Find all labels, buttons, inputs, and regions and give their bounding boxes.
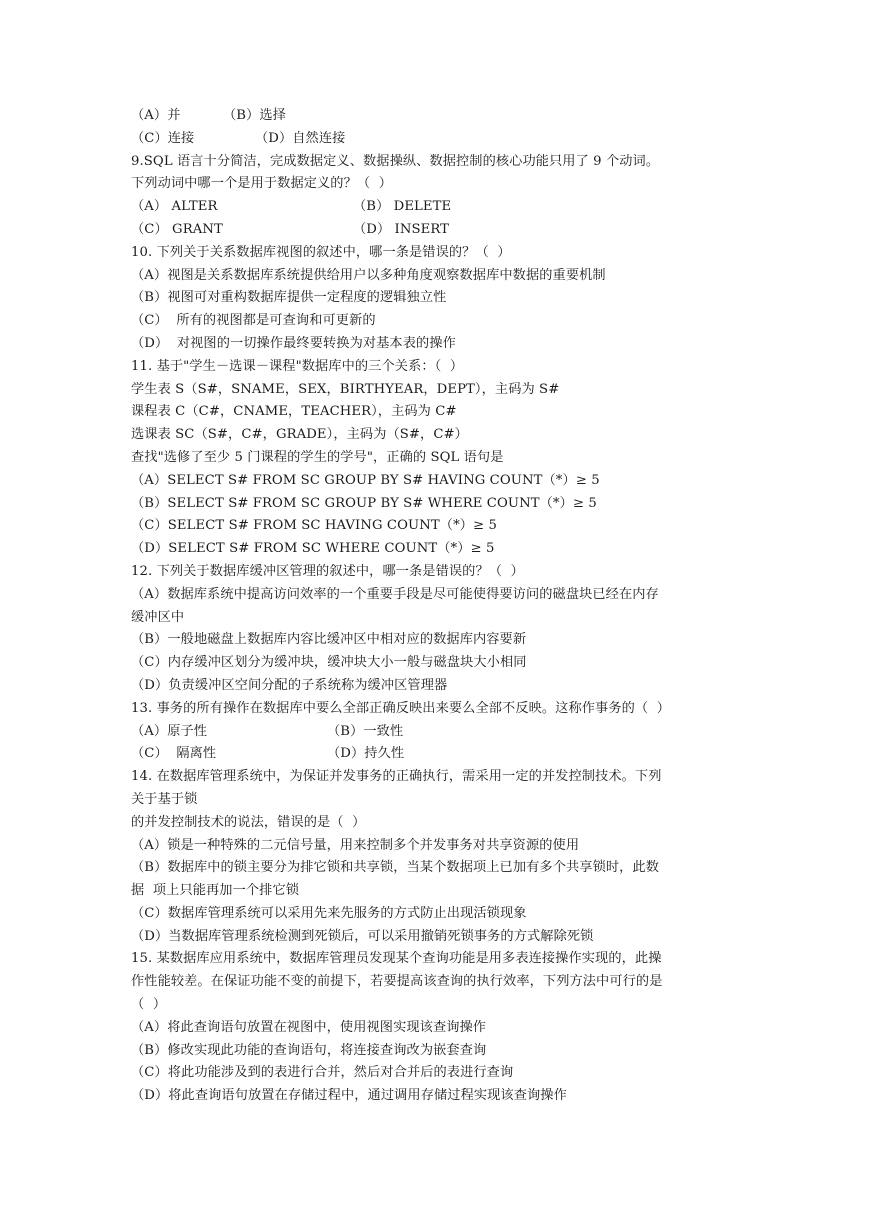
option-cell: （A）并: [131, 108, 181, 123]
text-line: 学生表 S（S#，SNAME，SEX，BIRTHYEAR，DEPT），主码为 S#: [131, 381, 560, 397]
text-line: [131, 105, 743, 128]
option-cell: （C） GRANT: [131, 221, 223, 237]
text-line: 查找"选修了至少 5 门课程的学生的学号"，正确的 SQL 语句是: [131, 449, 504, 465]
text-line: 关于基于锁: [131, 791, 198, 807]
option-cell: （C）连接: [131, 130, 195, 146]
option-cell: （D） INSERT: [353, 221, 450, 237]
option-cell: （A） ALTER: [131, 199, 218, 215]
option-cell: （C） 隔离性: [131, 746, 217, 762]
text-line: [131, 219, 743, 242]
text-line: （D） 对视图的一切操作最终要转换为对基本表的操作: [131, 335, 456, 351]
text-line: （D）SELECT S# FROM SC WHERE COUNT（*）≥ 5: [131, 541, 495, 557]
text-line: （B）数据库中的锁主要分为排它锁和共享锁，当某个数据项上已加有多个共享锁时，此数: [131, 860, 659, 876]
text-line: 13. 事务的所有操作在数据库中要么全部正确反映出来要么全部不反映。这称作事务的（ ）: [131, 700, 671, 716]
text-line: （D）将此查询语句放置在存储过程中，通过调用存储过程实现该查询操作: [131, 1088, 567, 1104]
text-line: （C）将此功能涉及到的表进行合并，然后对合并后的表进行查询: [131, 1065, 514, 1081]
text-line: （C）数据库管理系统可以采用先来先服务的方式防止出现活锁现象: [131, 905, 527, 921]
option-cell: （B）一致性: [327, 723, 404, 739]
text-line: （B）一般地磁盘上数据库内容比缓冲区中相对应的数据库内容要新: [131, 632, 527, 648]
text-line: （D）当数据库管理系统检测到死锁后，可以采用撤销死锁事务的方式解除死锁: [131, 928, 594, 944]
text-line: 据 项上只能再加一个排它锁: [131, 883, 300, 899]
text-line: （C） 所有的视图都是可查询和可更新的: [131, 313, 376, 329]
text-line: 9.SQL 语言十分简洁，完成数据定义、数据操纵、数据控制的核心功能只用了 9 个动词。: [131, 153, 660, 169]
text-line: 选课表 SC（S#，C#，GRADE），主码为（S#，C#）: [131, 427, 468, 443]
text-line: [131, 128, 743, 151]
text-line: （A）将此查询语句放置在视图中，使用视图实现该查询操作: [131, 1019, 487, 1035]
option-cell: （D）持久性: [327, 746, 405, 762]
text-line: 缓冲区中: [131, 609, 185, 625]
text-line: [131, 743, 743, 766]
text-line: （C）内存缓冲区划分为缓冲块，缓冲块大小一般与磁盘块大小相同: [131, 655, 527, 671]
text-line: 下列动词中哪一个是用于数据定义的？（ ）: [131, 176, 393, 192]
text-line: 14. 在数据库管理系统中，为保证并发事务的正确执行，需采用一定的并发控制技术。下列: [131, 769, 662, 785]
text-line: 的并发控制技术的说法，错误的是（ ）: [131, 814, 366, 830]
text-line: （D）负责缓冲区空间分配的子系统称为缓冲区管理器: [131, 677, 448, 693]
text-line: 10. 下列关于关系数据库视图的叙述中，哪一条是错误的？（ ）: [131, 244, 511, 260]
text-line: （ ）: [131, 997, 167, 1013]
option-cell: （B） DELETE: [353, 199, 452, 215]
text-line: 作性能较差。在保证功能不变的前提下，若要提高该查询的执行效率，下列方法中可行的是: [131, 974, 663, 990]
text-line: （B）SELECT S# FROM SC GROUP BY S# WHERE COUNT（*）≥ 5: [131, 495, 597, 511]
document-page: [131, 105, 743, 1108]
text-line: （A）SELECT S# FROM SC GROUP BY S# HAVING COUNT（*）≥ 5: [131, 472, 600, 488]
text-line: （A）锁是一种特殊的二元信号量，用来控制多个并发事务对共享资源的使用: [131, 837, 580, 853]
text-line: （A）视图是关系数据库系统提供给用户以多种角度观察数据库中数据的重要机制: [131, 267, 606, 283]
text-line: 12. 下列关于数据库缓冲区管理的叙述中，哪一条是错误的？（ ）: [131, 563, 524, 579]
text-line: （A）数据库系统中提高访问效率的一个重要手段是尽可能使得要访问的磁盘块已经在内存: [131, 586, 659, 602]
text-line: [131, 196, 743, 219]
option-cell: （B）选择: [223, 108, 286, 123]
text-line: （B）修改实现此功能的查询语句，将连接查询改为嵌套查询: [131, 1042, 487, 1058]
option-cell: （D）自然连接: [255, 130, 346, 146]
text-line: 课程表 C（C#，CNAME，TEACHER），主码为 C#: [131, 404, 457, 420]
option-cell: （A）原子性: [131, 723, 208, 739]
text-line: 11. 基于"学生－选课－课程"数据库中的三个关系：（ ）: [131, 358, 464, 374]
text-line: （B）视图可对重构数据库提供一定程度的逻辑独立性: [131, 290, 447, 306]
text-line: [131, 721, 743, 744]
text-line: 15. 某数据库应用系统中，数据库管理员发现某个查询功能是用多表连接操作实现的，此操: [131, 951, 662, 967]
text-line: （C）SELECT S# FROM SC HAVING COUNT（*）≥ 5: [131, 518, 497, 534]
